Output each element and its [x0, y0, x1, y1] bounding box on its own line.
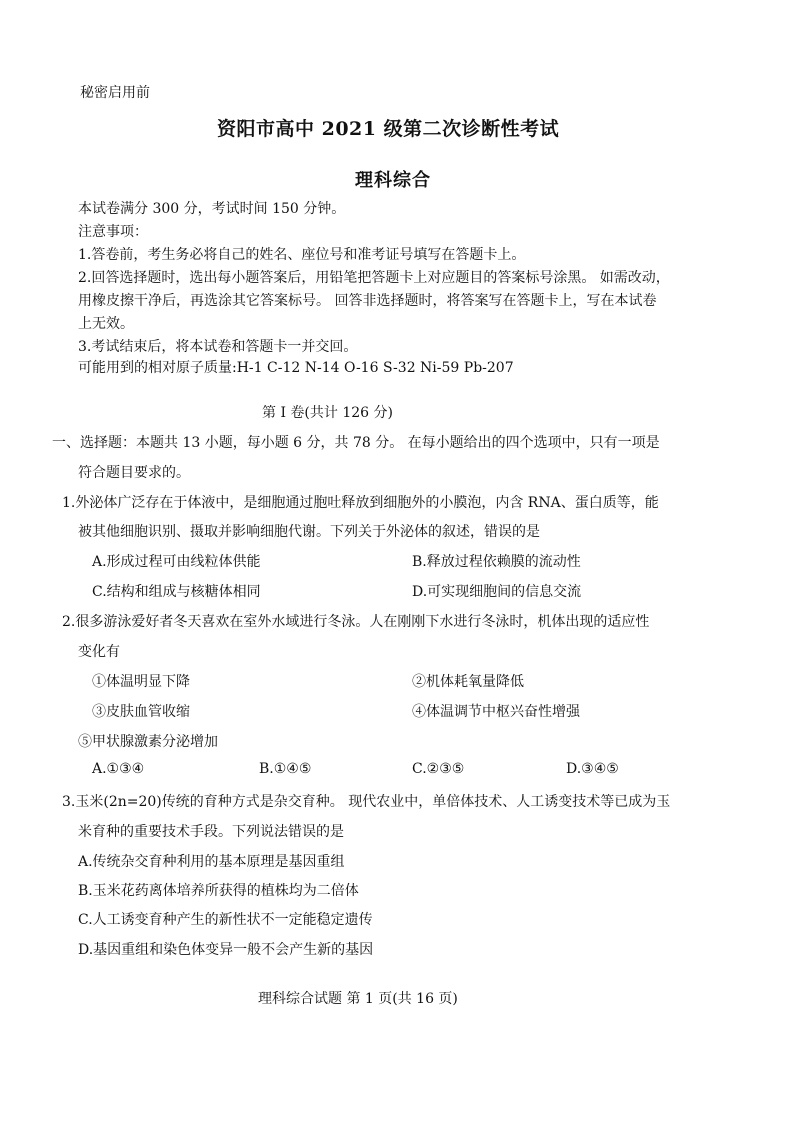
question-2-option-c: C.②③⑤ [412, 761, 465, 777]
question-2-option-d: D.③④⑤ [566, 761, 619, 777]
notice-item-1: 1.答卷前，考生务必将自己的姓名、座位号和准考证号填写在答题卡上。 [78, 247, 526, 263]
notice-item-2-line-1: 2.回答选择题时，选出每小题答案后，用铅笔把答题卡上对应题目的答案标号涂黑。 如需改动， [78, 270, 670, 286]
question-1-option-c: C.结构和组成与核糖体相同 [92, 584, 261, 600]
section-1-line-1: 一、选择题：本题共 13 小题，每小题 6 分，共 78 分。 在每小题给出的四个选项中，只有一项是 [52, 435, 660, 451]
question-1-option-d: D.可实现细胞间的信息交流 [412, 584, 582, 600]
page-footer: 理科综合试题 第 1 页(共 16 页) [258, 991, 458, 1007]
question-1-option-a: A.形成过程可由线粒体供能 [92, 554, 261, 570]
question-2-statement-3: ③皮肤血管收缩 [92, 704, 190, 720]
question-2-statement-4: ④体温调节中枢兴奋性增强 [412, 704, 580, 720]
question-2-option-a: A.①③④ [92, 761, 145, 777]
question-1-stem-line-2: 被其他细胞识别、摄取并影响细胞代谢。下列关于外泌体的叙述，错误的是 [78, 524, 540, 540]
section-1-line-2: 符合题目要求的。 [78, 465, 190, 481]
notice-item-3: 3.考试结束后，将本试卷和答题卡一并交回。 [78, 339, 358, 355]
question-2-statement-1: ①体温明显下降 [92, 674, 190, 690]
question-1-option-b: B.释放过程依赖膜的流动性 [412, 554, 581, 570]
question-2-option-b: B.①④⑤ [259, 761, 312, 777]
question-1-stem-line-1: 1.外泌体广泛存在于体液中，是细胞通过胞吐释放到细胞外的小膜泡，内含 RNA、蛋白质等，能 [62, 495, 659, 511]
question-3-option-d: D.基因重组和染色体变异一般不会产生新的基因 [78, 942, 374, 958]
notice-item-2-line-3: 上无效。 [78, 316, 134, 332]
question-2-statement-2: ②机体耗氧量降低 [412, 674, 524, 690]
question-3-stem-line-2: 米育种的重要技术手段。下列说法错误的是 [78, 824, 344, 840]
notice-heading: 注意事项： [78, 224, 148, 240]
part-1-heading: 第 Ⅰ 卷(共计 126 分) [262, 405, 393, 421]
question-2-stem-line-1: 2.很多游泳爱好者冬天喜欢在室外水域进行冬泳。人在刚刚下水进行冬泳时，机体出现的适应性 [62, 614, 650, 630]
question-3-stem-line-1: 3.玉米(2n=20)传统的育种方式是杂交育种。 现代农业中，单倍体技术、人工诱变技术等已成为玉 [62, 794, 671, 810]
question-3-option-a: A.传统杂交育种利用的基本原理是基因重组 [78, 854, 345, 870]
exam-subtitle: 理科综合 [355, 170, 431, 191]
question-3-option-b: B.玉米花药离体培养所获得的植株均为二倍体 [78, 883, 359, 899]
atomic-masses: 可能用到的相对原子质量:H-1 C-12 N-14 O-16 S-32 Ni-59 Pb-207 [78, 360, 514, 376]
question-2-statement-5: ⑤甲状腺激素分泌增加 [78, 734, 218, 750]
question-2-stem-line-2: 变化有 [78, 644, 120, 660]
question-3-option-c: C.人工诱变育种产生的新性状不一定能稳定遗传 [78, 912, 373, 928]
exam-title: 资阳市高中 2021 级第二次诊断性考试 [217, 118, 560, 140]
confidential-label: 秘密启用前 [80, 85, 150, 101]
notice-item-2-line-2: 用橡皮擦干净后，再选涂其它答案标号。 回答非选择题时，将答案写在答题卡上，写在本试卷 [78, 293, 657, 309]
exam-intro: 本试卷满分 300 分，考试时间 150 分钟。 [78, 201, 346, 217]
